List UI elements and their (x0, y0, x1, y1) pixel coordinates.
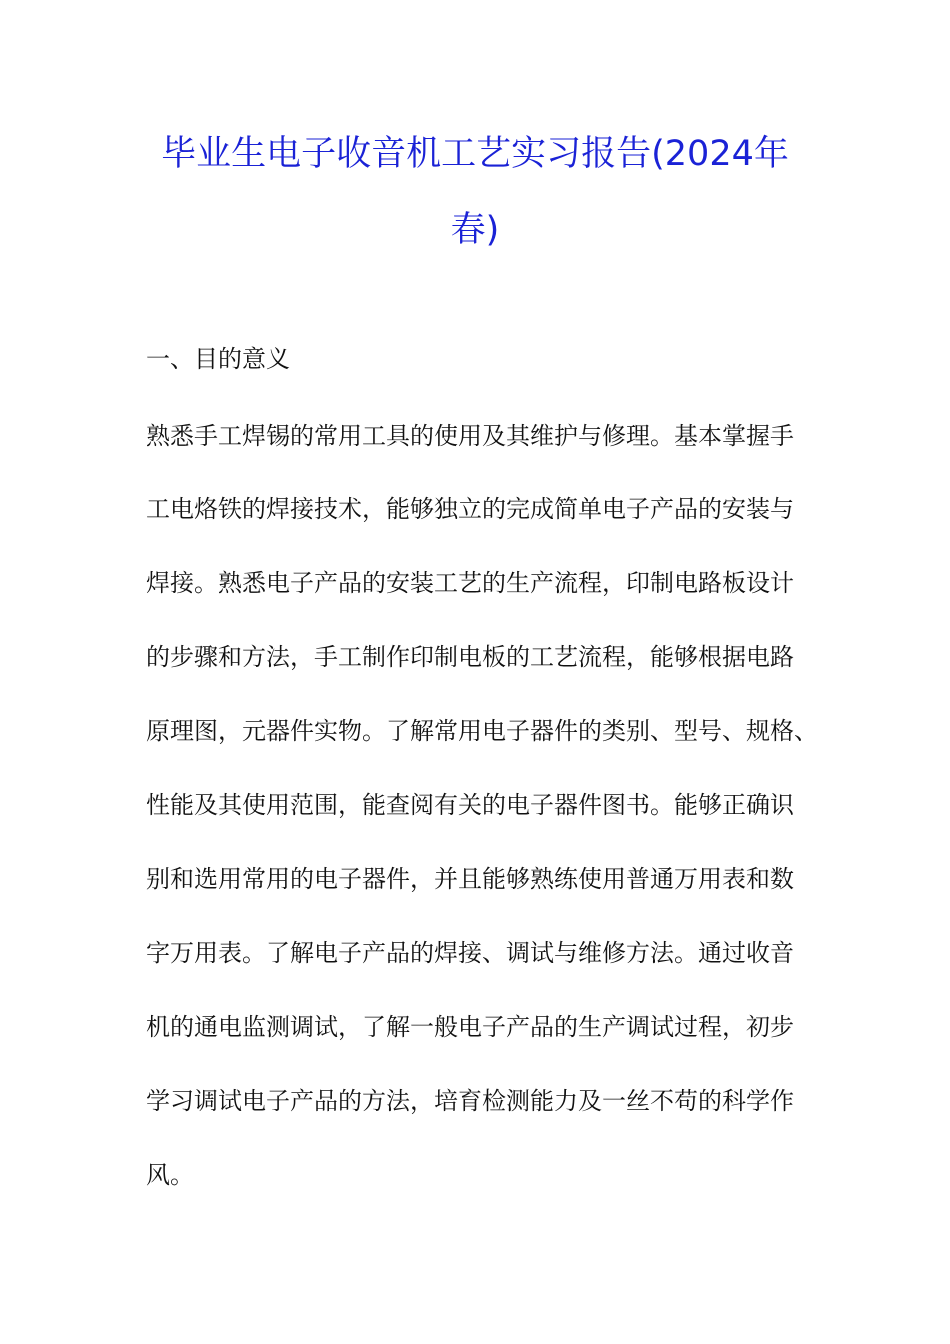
paragraph-line: 性能及其使用范围，能查阅有关的电子器件图书。能够正确识 (146, 791, 794, 819)
paragraph-line: 别和选用常用的电子器件，并且能够熟练使用普通万用表和数 (146, 865, 794, 893)
paragraph-line: 的步骤和方法，手工制作印制电板的工艺流程，能够根据电路 (146, 643, 794, 671)
document-title-line-1: 毕业生电子收音机工艺实习报告(2024年 (161, 134, 789, 174)
paragraph-line: 学习调试电子产品的方法，培育检测能力及一丝不苟的科学作 (146, 1087, 794, 1115)
paragraph-line: 原理图，元器件实物。了解常用电子器件的类别、型号、规格、 (146, 717, 818, 745)
document-title-line-2: 春) (450, 210, 500, 250)
paragraph-line: 焊接。熟悉电子产品的安装工艺的生产流程，印制电路板设计 (146, 569, 794, 597)
paragraph-line: 风。 (146, 1161, 194, 1189)
paragraph-line: 工电烙铁的焊接技术，能够独立的完成简单电子产品的安装与 (146, 495, 794, 523)
paragraph-line: 字万用表。了解电子产品的焊接、调试与维修方法。通过收音 (146, 939, 794, 967)
section-heading: 一、目的意义 (146, 345, 290, 373)
paragraph-line: 机的通电监测调试，了解一般电子产品的生产调试过程，初步 (146, 1013, 794, 1041)
paragraph-line: 熟悉手工焊锡的常用工具的使用及其维护与修理。基本掌握手 (146, 422, 794, 450)
